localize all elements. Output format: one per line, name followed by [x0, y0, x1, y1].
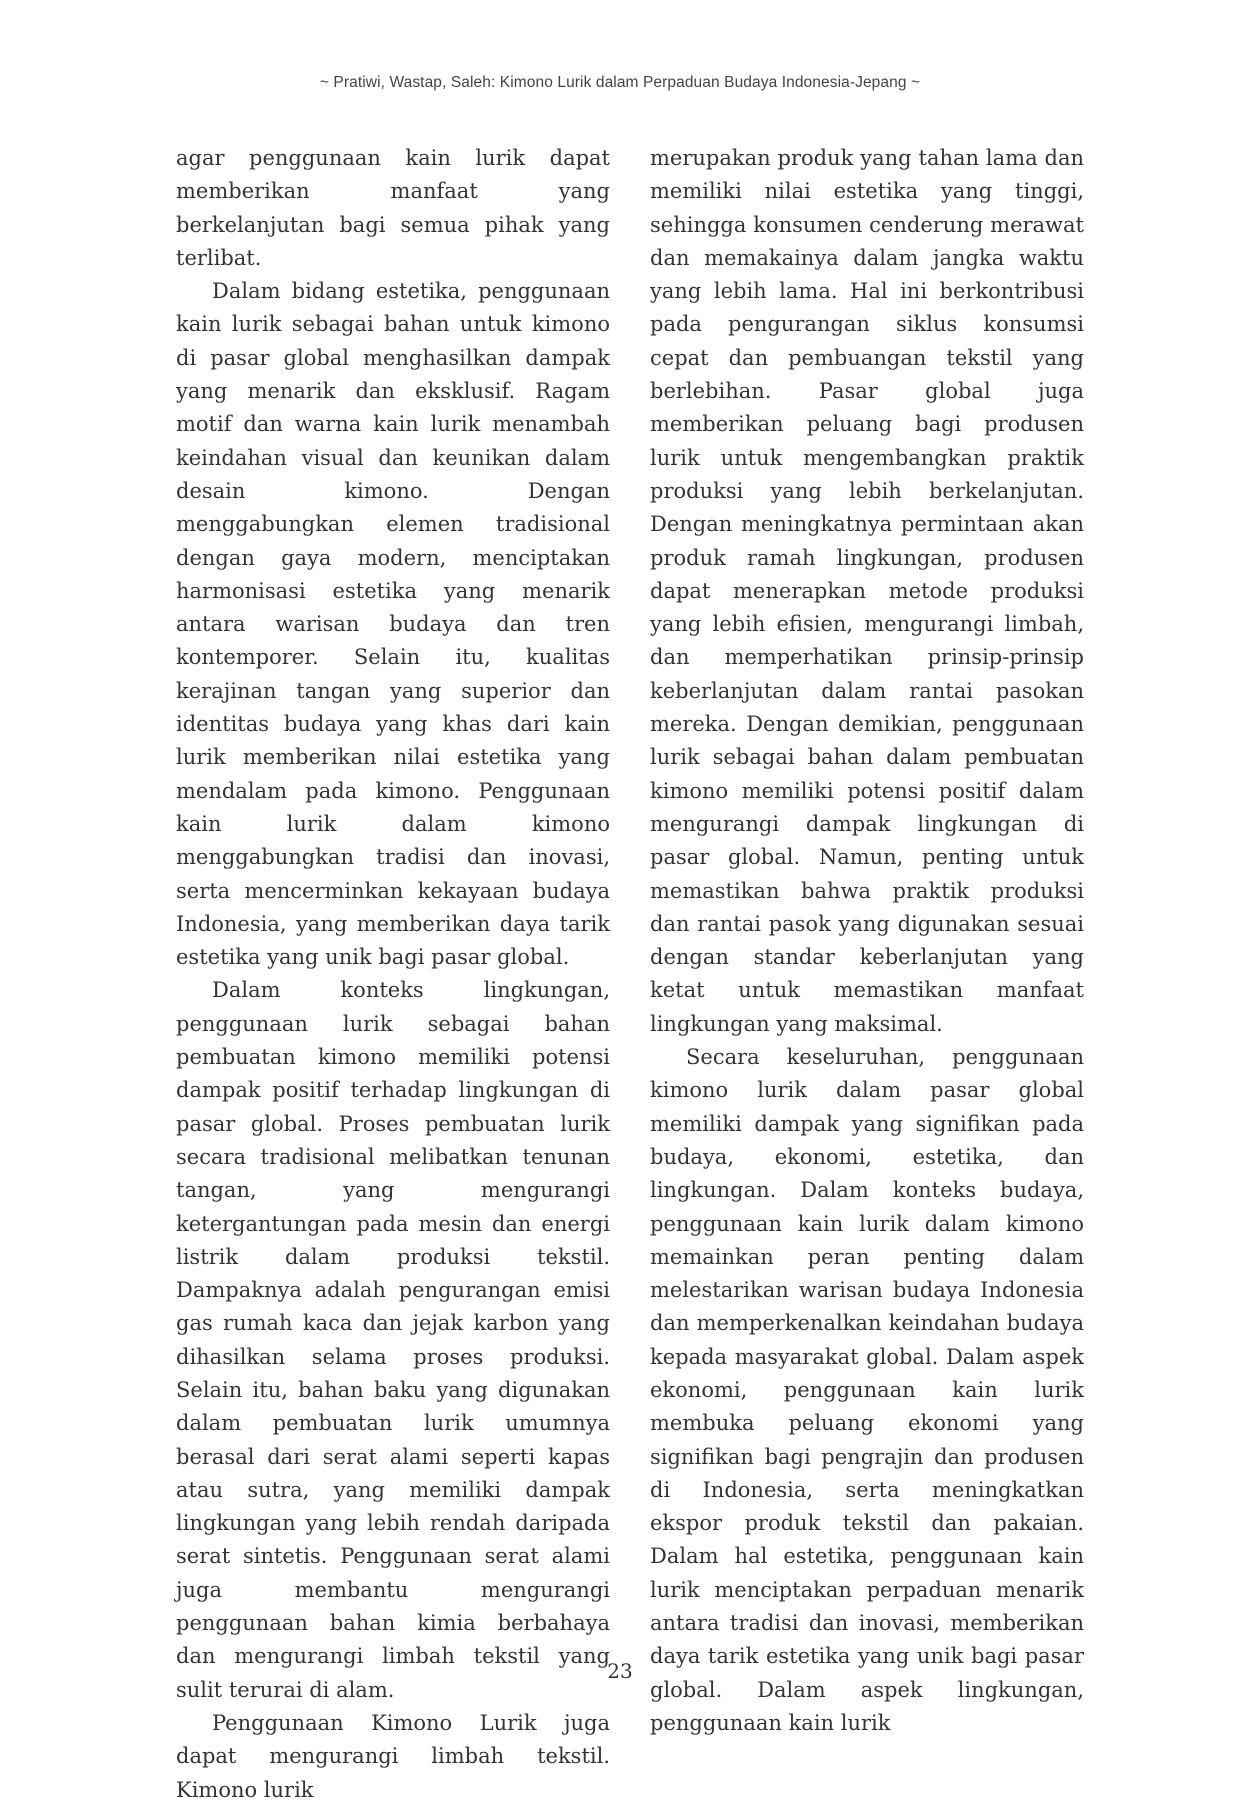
paragraph-durability: merupakan produk yang tahan lama dan memiliki nilai estetika yang tinggi, sehingga konsumen cenderung merawat dan memakainya dalam jangka waktu yang lebih lama. Hal ini berkontribusi pada pengurangan siklus konsumsi cepat dan pembuangan tekstil yang berlebihan. Pasar global juga memberikan peluang bagi produsen lurik untuk mengembangkan praktik produksi yang lebih berkelanjutan. Dengan meningkatnya permintaan akan produk ramah lingkungan, produsen dapat menerapkan metode produksi yang lebih efisien, mengurangi limbah, dan memperhatikan prinsip-prinsip keberlanjutan dalam rantai pasokan mereka. Dengan demikian, penggunaan lurik sebagai bahan dalam pembuatan kimono memiliki potensi positif dalam mengurangi dampak lingkungan di pasar global. Namun, penting untuk memastikan bahwa praktik produksi dan rantai pasok yang digunakan sesuai dengan standar keberlanjutan yang ketat untuk memastikan manfaat lingkungan yang maksimal. — [650, 146, 1084, 1036]
paragraph-summary: Secara keseluruhan, penggunaan kimono lurik dalam pasar global memiliki dampak yang signifikan pada budaya, ekonomi, estetika, dan lingkungan. Dalam konteks budaya, penggunaan kain lurik dalam kimono memainkan peran penting dalam melestarikan warisan budaya Indonesia dan memperkenalkan keindahan budaya kepada masyarakat global. Dalam aspek ekonomi, penggunaan kain lurik membuka peluang ekonomi yang signifikan bagi pengrajin dan produsen di Indonesia, serta meningkatkan ekspor produk tekstil dan pakaian. Dalam hal estetika, penggunaan kain lurik menciptakan perpaduan menarik antara tradisi dan inovasi, memberikan daya tarik estetika yang unik bagi pasar global. Dalam aspek lingkungan, penggunaan kain lurik — [650, 1045, 1084, 1735]
paragraph-continuation: agar penggunaan kain lurik dapat memberikan manfaat yang berkelanjutan bagi semua pihak yang terlibat. — [176, 146, 610, 270]
right-column — [650, 142, 1084, 1740]
left-column — [176, 142, 610, 1807]
paragraph-aesthetics: Dalam bidang estetika, penggunaan kain lurik sebagai bahan untuk kimono di pasar global menghasilkan dampak yang menarik dan eksklusif. Ragam motif dan warna kain lurik menambah keindahan visual dan keunikan dalam desain kimono. Dengan menggabungkan elemen tradisional dengan gaya modern, menciptakan harmonisasi estetika yang menarik antara warisan budaya dan tren kontemporer. Selain itu, kualitas kerajinan tangan yang superior dan identitas budaya yang khas dari kain lurik memberikan nilai estetika yang mendalam pada kimono. Penggunaan kain lurik dalam kimono menggabungkan tradisi dan inovasi, serta mencerminkan kekayaan budaya Indonesia, yang memberikan daya tarik estetika yang unik bagi pasar global. — [176, 279, 610, 970]
page-number: 23 — [607, 1659, 633, 1683]
running-header: ~ Pratiwi, Wastap, Saleh: Kimono Lurik dalam Perpaduan Budaya Indonesia-Jepang ~ — [319, 74, 921, 91]
paragraph-environment: Dalam konteks lingkungan, penggunaan lurik sebagai bahan pembuatan kimono memiliki potensi dampak positif terhadap lingkungan di pasar global. Proses pembuatan lurik secara tradisional melibatkan tenunan tangan, yang mengurangi ketergantungan pada mesin dan energi listrik dalam produksi tekstil. Dampaknya adalah pengurangan emisi gas rumah kaca dan jejak karbon yang dihasilkan selama proses produksi. Selain itu, bahan baku yang digunakan dalam pembuatan lurik umumnya berasal dari serat alami seperti kapas atau sutra, yang memiliki dampak lingkungan yang lebih rendah daripada serat sintetis. Penggunaan serat alami juga membantu mengurangi penggunaan bahan kimia berbahaya dan mengurangi limbah tekstil yang sulit terurai di alam. — [176, 978, 610, 1702]
paragraph-textile-waste: Penggunaan Kimono Lurik juga dapat mengurangi limbah tekstil. Kimono lurik — [176, 1710, 610, 1802]
